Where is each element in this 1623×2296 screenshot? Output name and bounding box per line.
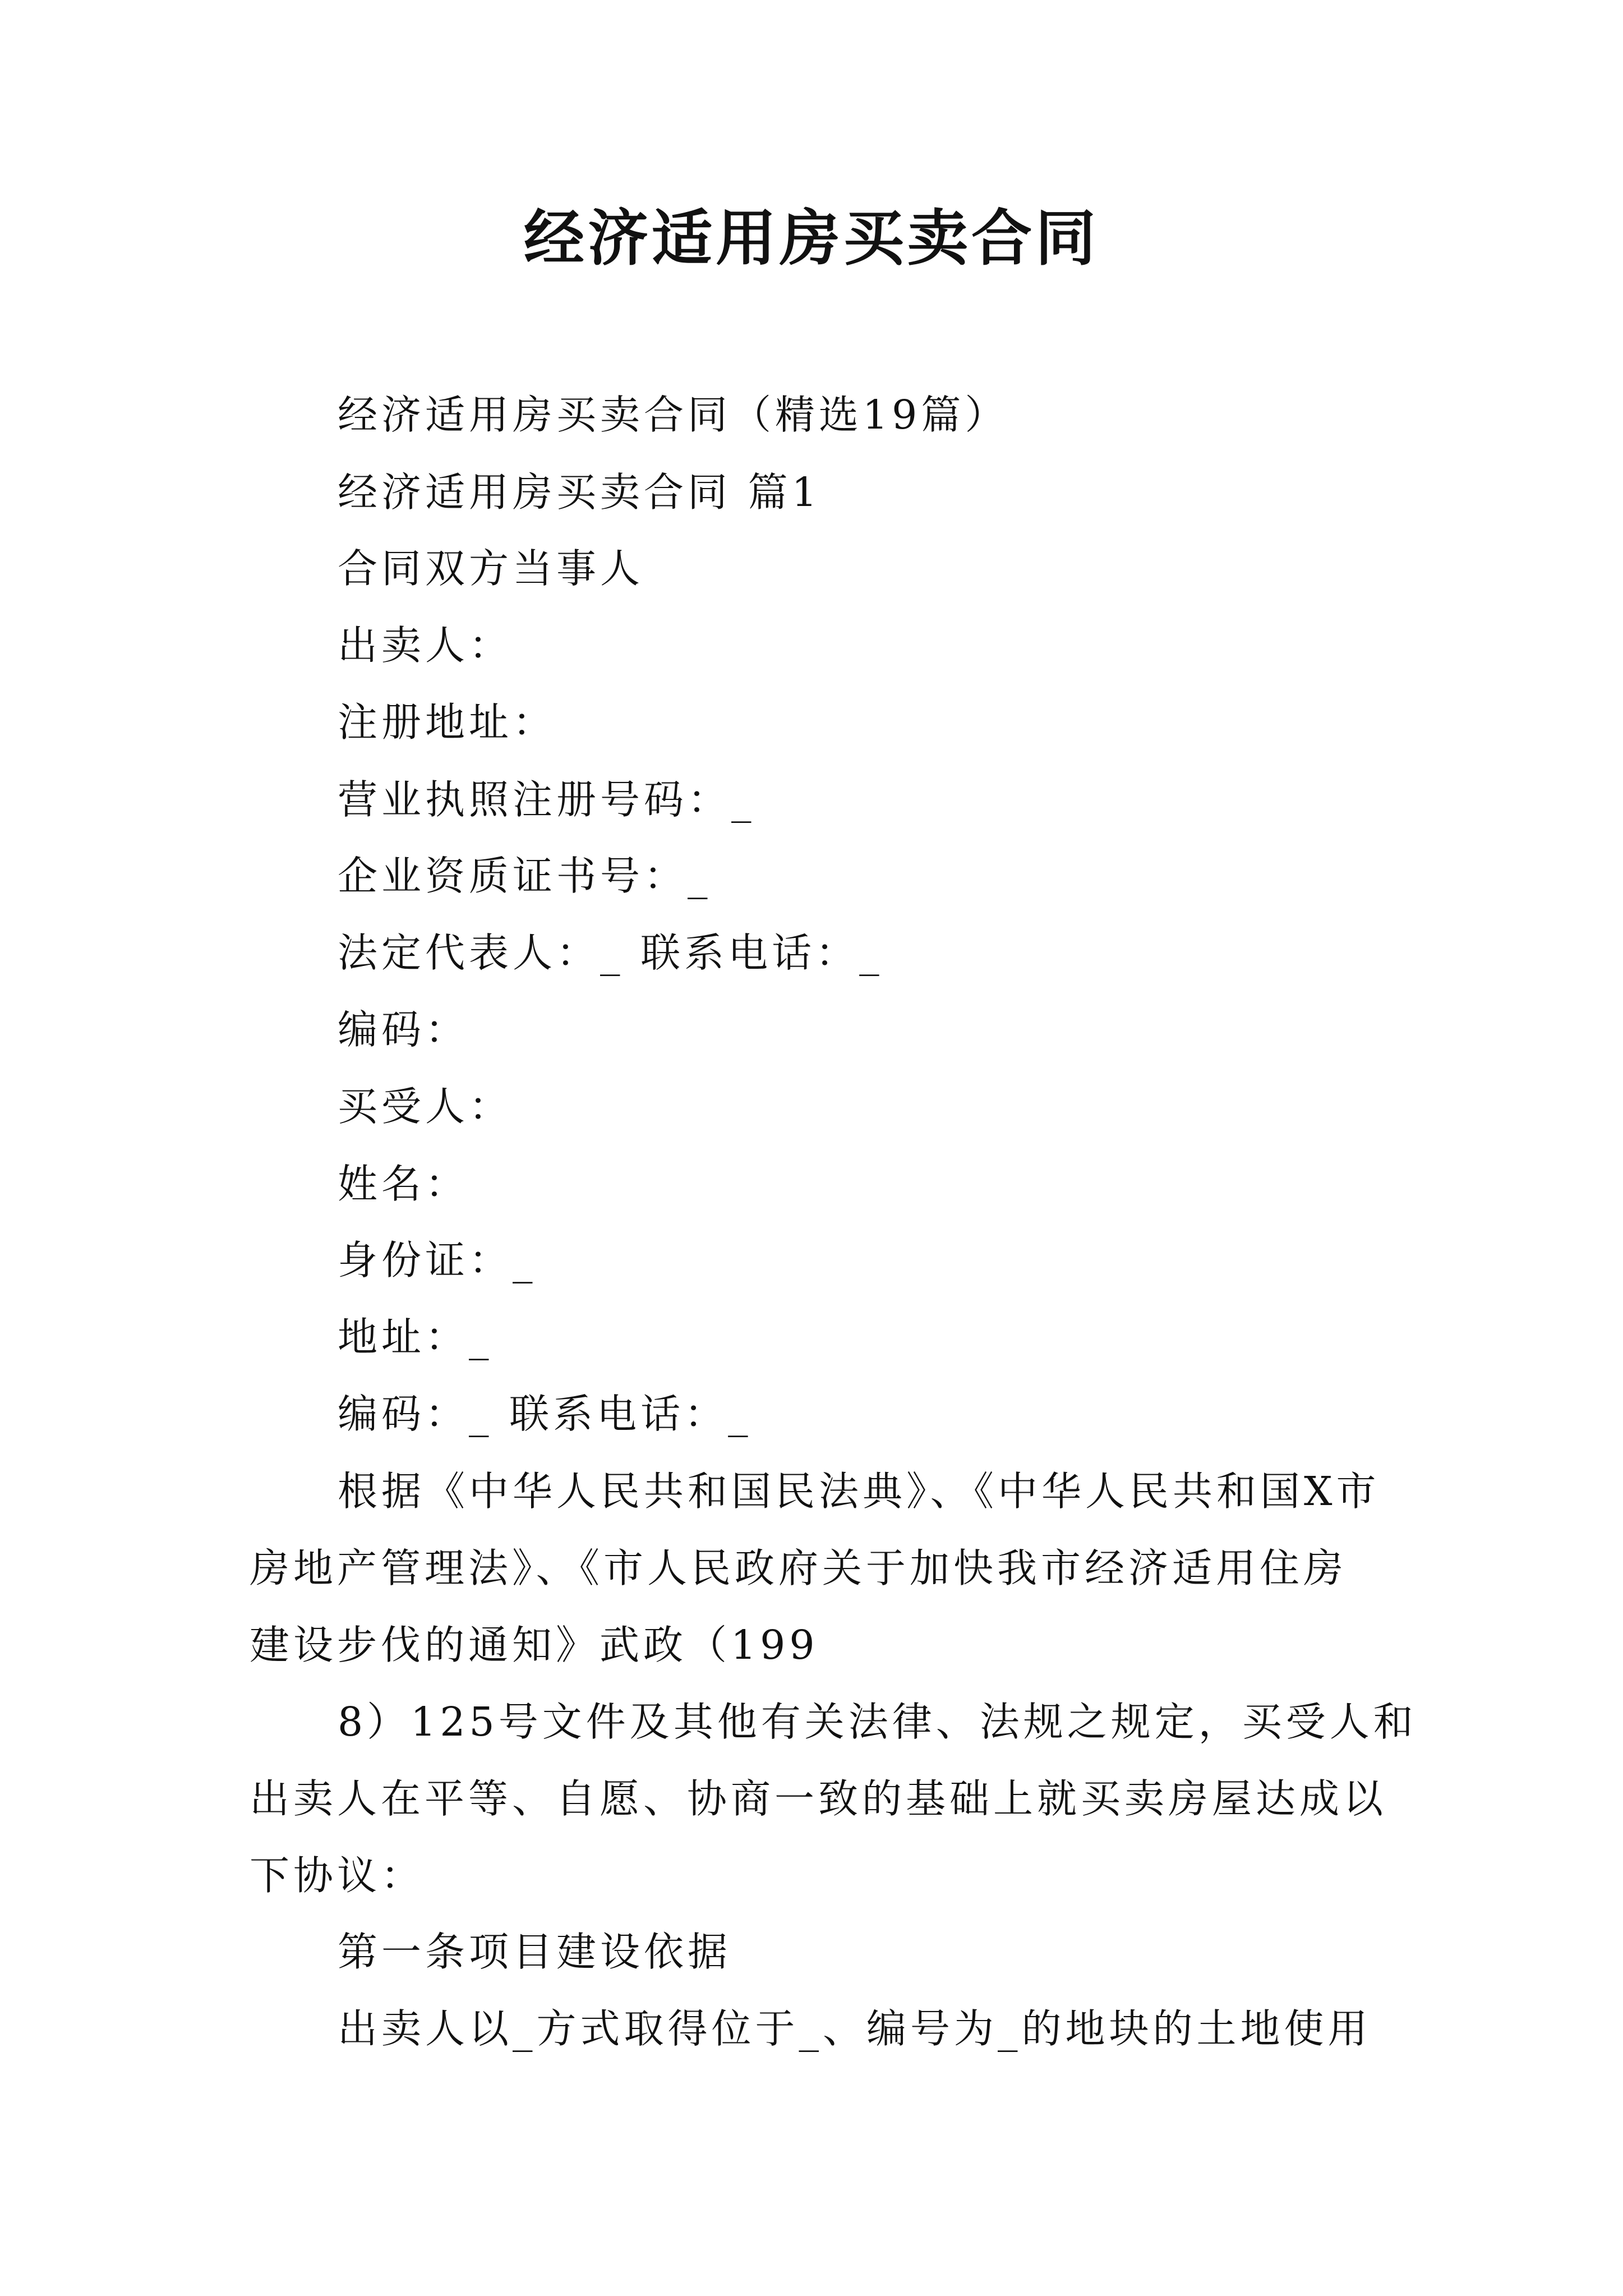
seller-label: 出卖人： <box>338 622 513 669</box>
qualification-cert-field: 企业资质证书号：_ <box>338 853 712 899</box>
buyer-address-field: 地址：_ <box>338 1314 493 1360</box>
buyer-label: 买受人： <box>338 1083 513 1130</box>
document-title: 经济适用房买卖合同 <box>523 203 1099 274</box>
legal-rep-field: 法定代表人：_ 联系电话：_ <box>338 930 883 976</box>
seller-postcode-field: 编码： <box>338 1006 469 1053</box>
paragraph-line: 下协议： <box>250 1852 425 1899</box>
article-1-text: 出卖人以_方式取得位于_、编号为_的地块的土地使用 <box>338 2005 1372 2052</box>
business-license-field: 营业执照注册号码：_ <box>338 776 755 823</box>
paragraph-line: 建设步伐的通知》武政（199 <box>250 1622 819 1668</box>
document-subtitle: 经济适用房买卖合同（精选19篇） <box>338 392 1009 438</box>
section-heading: 经济适用房买卖合同 篇1 <box>338 469 821 516</box>
registered-address-field: 注册地址： <box>338 699 557 746</box>
agreement-paragraph <box>250 1683 1417 1914</box>
paragraph-line: 根据《中华人民共和国民法典》、《中华人民共和国X市 <box>338 1468 1380 1515</box>
parties-heading: 合同双方当事人 <box>338 545 644 592</box>
legal-basis-paragraph <box>250 1453 1388 1683</box>
buyer-postcode-phone-field: 编码：_ 联系电话：_ <box>338 1391 752 1437</box>
paragraph-line: 8）125号文件及其他有关法律、法规之规定，买受人和 <box>338 1699 1417 1745</box>
buyer-name-field: 姓名： <box>338 1161 469 1207</box>
paragraph-line: 出卖人在平等、自愿、协商一致的基础上就买卖房屋达成以 <box>250 1775 1387 1822</box>
buyer-id-field: 身份证：_ <box>338 1237 537 1283</box>
article-1-heading: 第一条项目建设依据 <box>338 1929 732 1975</box>
paragraph-line: 房地产管理法》、《市人民政府关于加快我市经济适用住房 <box>250 1545 1348 1591</box>
